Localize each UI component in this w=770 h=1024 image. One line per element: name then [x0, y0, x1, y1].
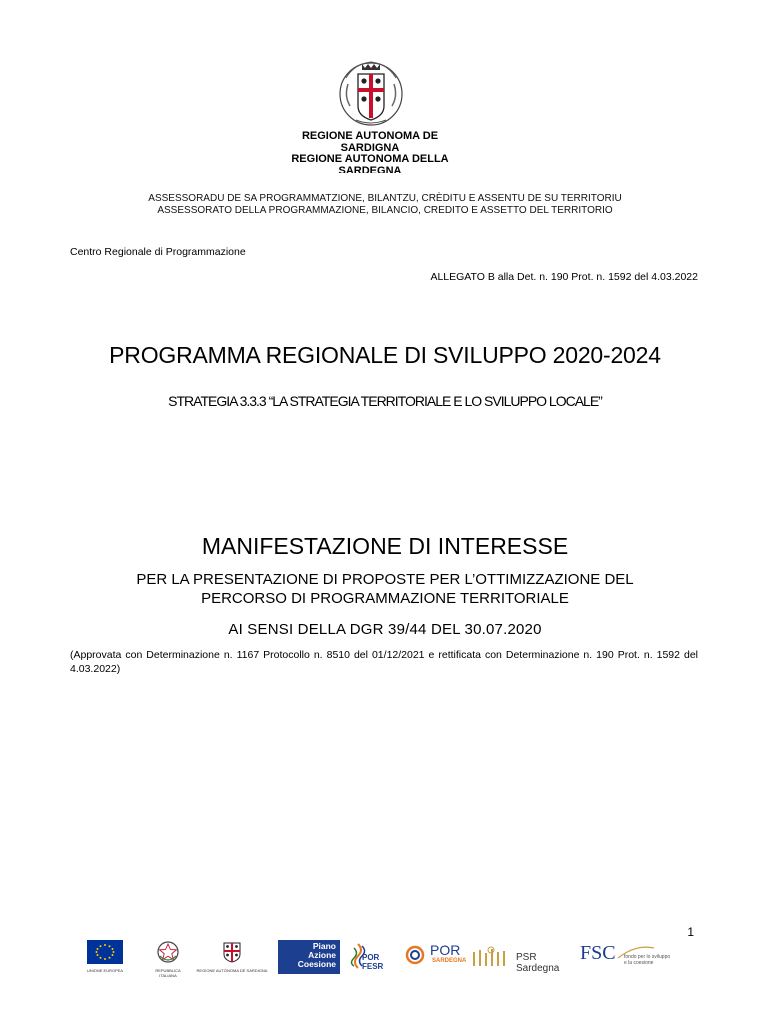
- por-fesr-logo: [348, 938, 400, 978]
- region-title: [270, 131, 470, 173]
- psr-sardegna-logo: [470, 938, 570, 978]
- assessorato-block: [60, 193, 710, 217]
- manifestazione-subtitle: [70, 570, 700, 608]
- subtitle-line-1: PER LA PRESENTAZIONE DI PROPOSTE PER L’OTTIMIZZAZIONE DEL: [136, 571, 634, 588]
- fsc-text: FSC: [580, 942, 616, 964]
- manifestazione-title: MANIFESTAZIONE DI INTERESSE: [201, 533, 569, 559]
- allegato-reference: ALLEGATO B alla Det. n. 190 Prot. n. 1592 del 4.03.2022: [430, 271, 698, 283]
- eu-caption: UNIONE EUROPEA: [86, 968, 124, 973]
- ai-sensi-line: AI SENSI DELLA DGR 39/44 DEL 30.07.2020: [228, 621, 542, 638]
- approval-note: (Approvata con Determinazione n. 1167 Protocollo n. 8510 del 01/12/2021 e rettificata con Determinazione n. 190 Prot. n. 1592 del 4.03.2022): [70, 649, 698, 675]
- region-title-text: REGIONE AUTÒNOMA DE SARDIGNA REGIONE AUTONOMA DELLA SARDEGNA: [291, 131, 449, 173]
- por-fesr-text: POR FESR: [362, 953, 384, 971]
- office-name: Centro Regionale di Programmazione: [70, 246, 246, 258]
- pac-line-3: Coesione: [297, 959, 336, 969]
- pac-logo: [278, 940, 340, 974]
- sardinia-crest-logo: [336, 56, 406, 128]
- main-title: PROGRAMMA REGIONALE DI SVILUPPO 2020-2024: [109, 342, 661, 368]
- subtitle-line-2: PERCORSO DI PROGRAMMAZIONE TERRITORIALE: [201, 590, 569, 607]
- por-sardegna-text-1: POR: [430, 942, 461, 958]
- psr-text: PSR Sardegna: [516, 952, 560, 974]
- fsc-logo: [578, 938, 688, 978]
- ras-logo: [194, 938, 270, 978]
- footer-logos: [66, 938, 706, 980]
- repubblica-caption: REPUBBLICA ITALIANA: [155, 968, 181, 978]
- assessorato-sardo: ASSESSORADU DE SA PROGRAMMATZIONE, BILANTZU, CRÈDITU E ASSENTU DE SU TERRITORIU: [148, 193, 622, 204]
- fsc-caption: fondo per lo sviluppo e la coesione: [624, 954, 671, 966]
- eu-flag-logo: [70, 938, 140, 978]
- page-number: 1: [687, 925, 694, 939]
- pac-line-2: Azione: [308, 950, 336, 960]
- ras-caption: REGIONE AUTÒNOMA DE SARDIGNA: [196, 968, 268, 973]
- pac-line-1: Piano: [312, 941, 336, 951]
- por-sardegna-text-2: SARDEGNA: [432, 958, 467, 964]
- strategia-subtitle: STRATEGIA 3.3.3 “LA STRATEGIA TERRITORIALE E LO SVILUPPO LOCALE”: [168, 393, 602, 409]
- por-sardegna-logo: [404, 938, 466, 978]
- assessorato-italiano: ASSESSORATO DELLA PROGRAMMAZIONE, BILANCIO, CREDITO E ASSETTO DEL TERRITORIO: [157, 205, 613, 216]
- repubblica-italiana-logo: [148, 938, 188, 978]
